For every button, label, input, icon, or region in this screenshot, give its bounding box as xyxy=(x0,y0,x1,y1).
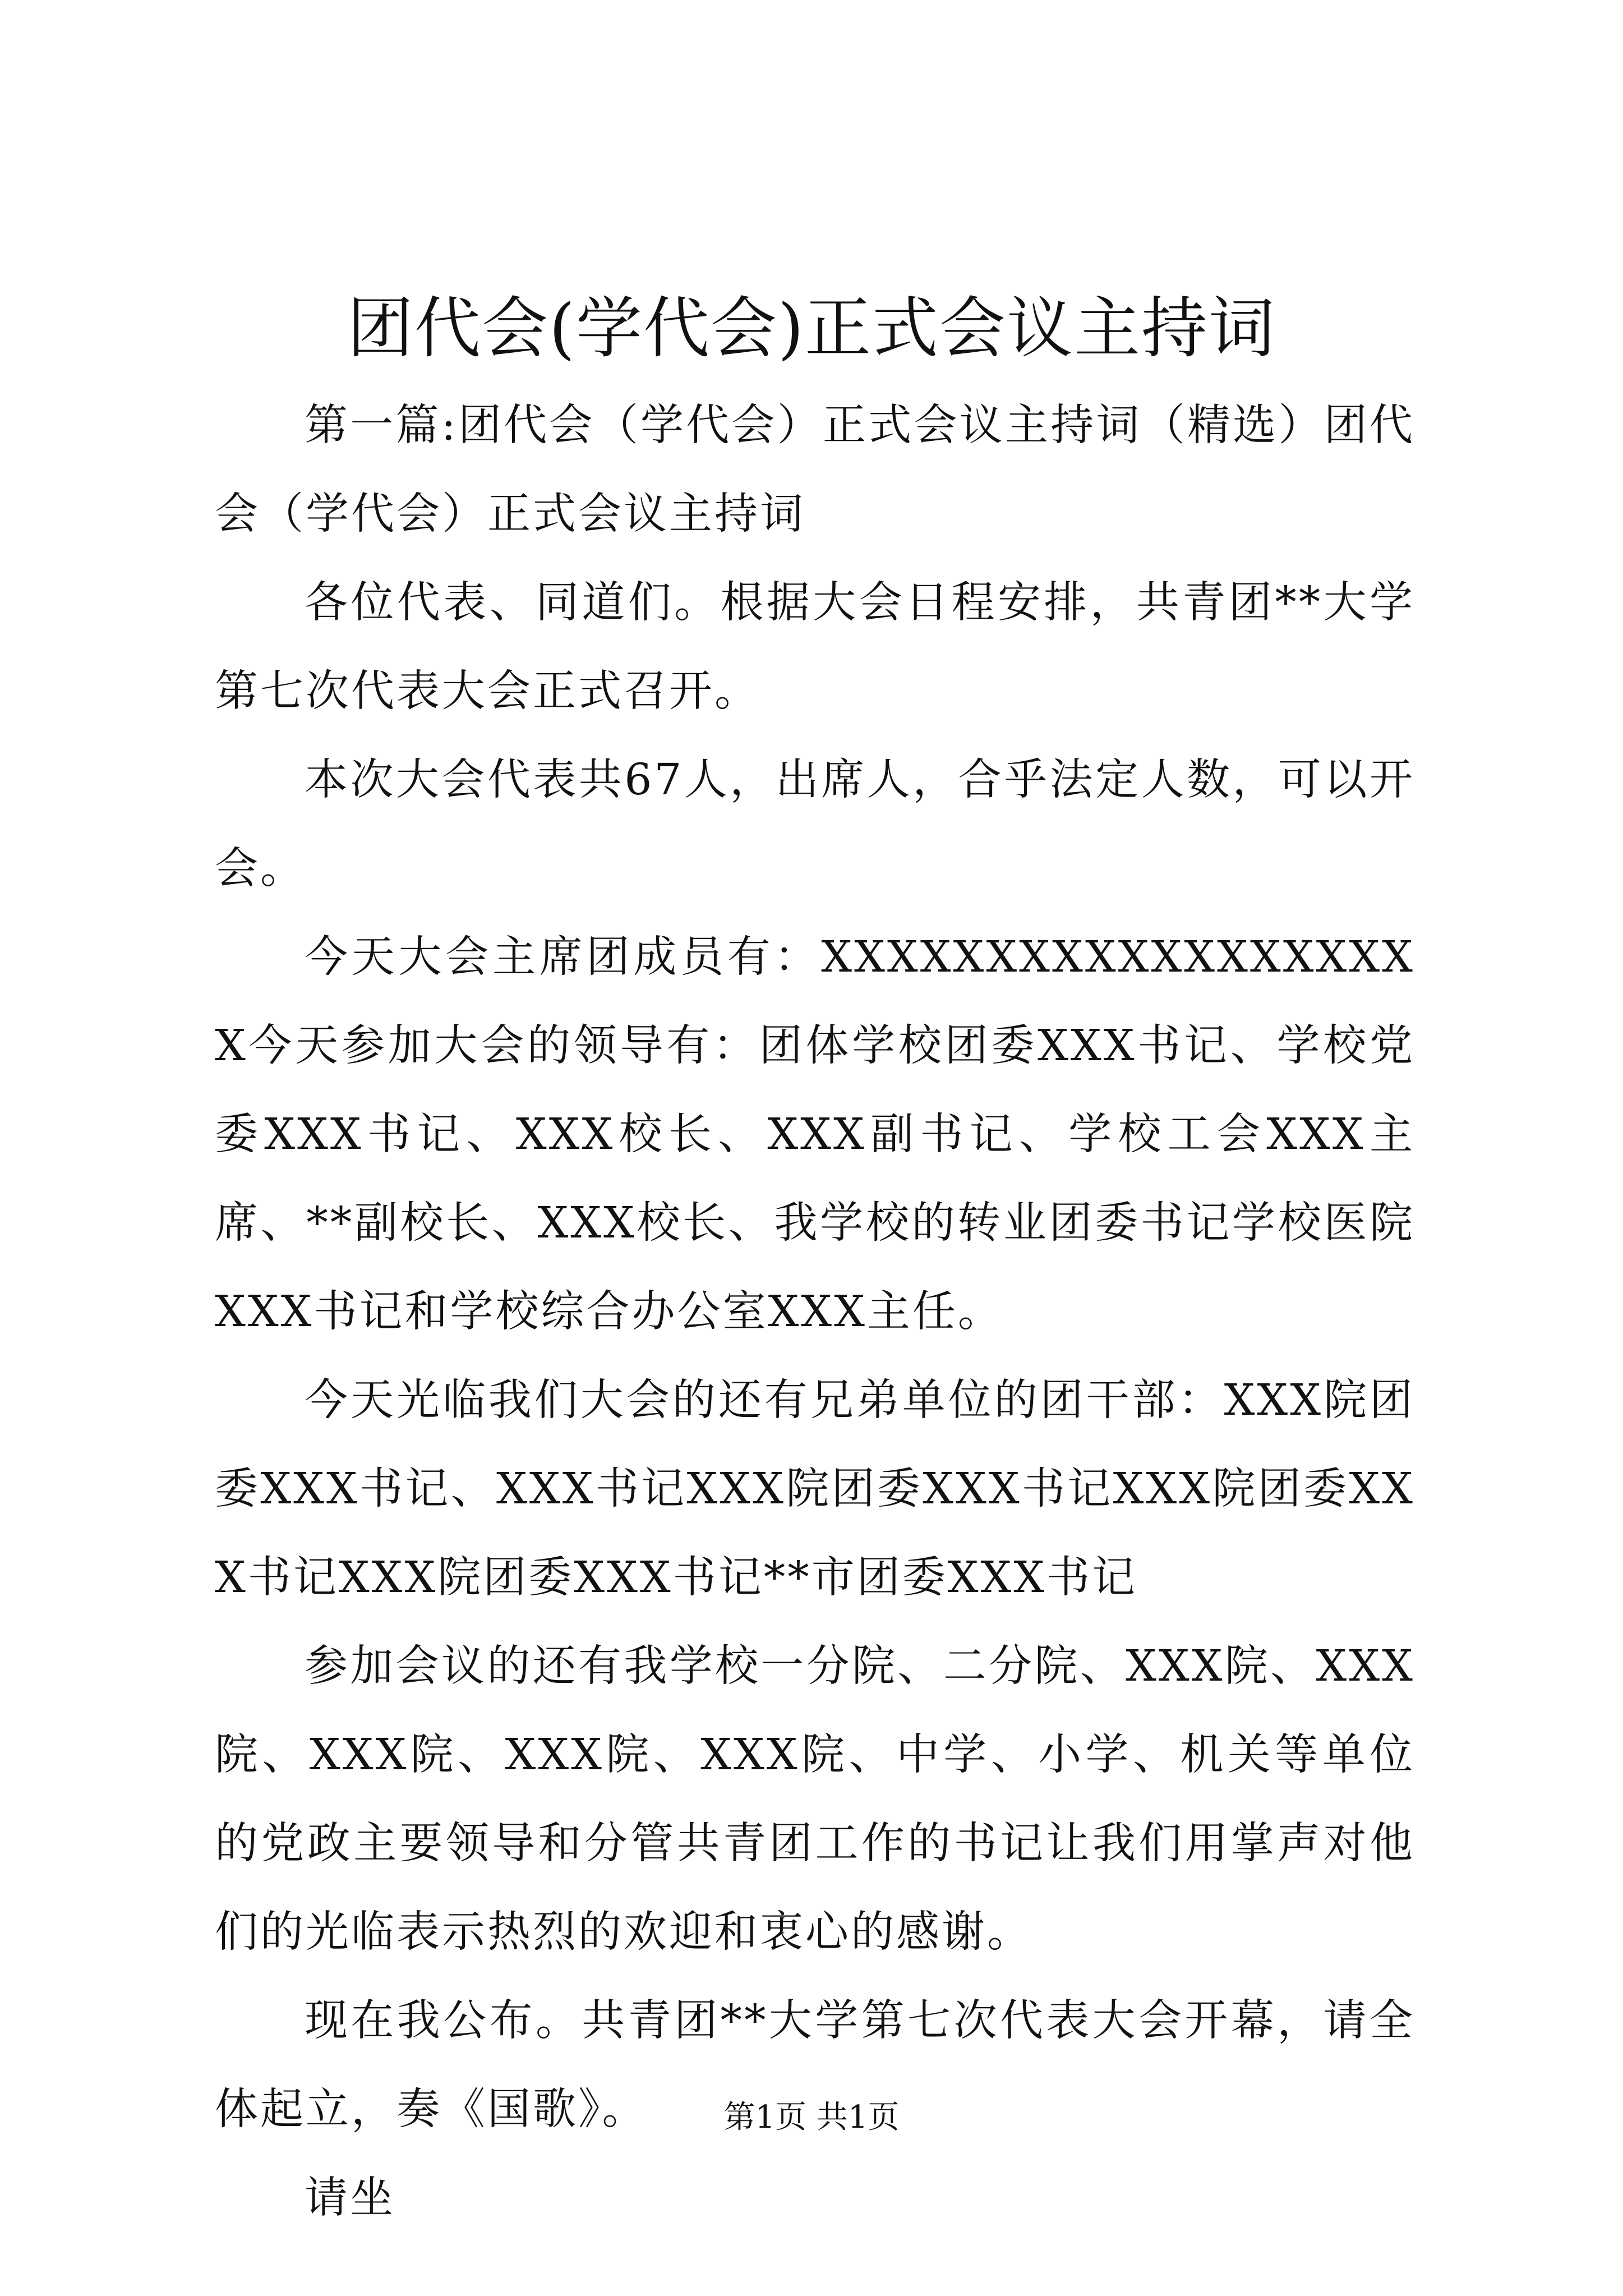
paragraph-4: 今天大会主席团成员有：XXXXXXXXXXXXXXXXXXX今天参加大会的领导有：团体学校团委XXX书记、学校党委XXX书记、XXX校长、XXX副书记、学校工会XXX主席、**副校长、XXX校长、我学校的转业团委书记学校医院XXX书记和学校综合办公室XXX主任。 xyxy=(215,932,1415,1337)
paragraph-7: 现在我公布。共青团**大学第七次代表大会开幕，请全体起立，奏《国歌》。 xyxy=(215,1996,1415,2134)
paragraph-6: 参加会议的还有我学校一分院、二分院、XXX院、XXX院、XXX院、XXX院、XXX院、中学、小学、机关等单位的党政主要领导和分管共青团工作的书记让我们用掌声对他们的光临表示热烈的欢迎和衷心的感谢。 xyxy=(215,1641,1415,1957)
document-title: 团代会(学代会)正式会议主持词 xyxy=(347,289,1276,367)
paragraph-2: 各位代表、同道们。根据大会日程安排，共青团**大学第七次代表大会正式召开。 xyxy=(215,578,1415,716)
document-body xyxy=(215,381,1415,2243)
page-footer: 第1页 共1页 xyxy=(723,2099,900,2136)
paragraph-3: 本次大会代表共67人，出席人，合乎法定人数，可以开会。 xyxy=(215,755,1415,894)
paragraph-8: 请坐 xyxy=(305,2173,395,2223)
paragraph-1: 第一篇:团代会（学代会）正式会议主持词（精选）团代会（学代会）正式会议主持词 xyxy=(215,401,1415,539)
paragraph-5: 今天光临我们大会的还有兄弟单位的团干部：XXX院团委XXX书记、XXX书记XXX院团委XXX书记XXX院团委XXX书记XXX院团委XXX书记**市团委XXX书记 xyxy=(215,1375,1415,1603)
